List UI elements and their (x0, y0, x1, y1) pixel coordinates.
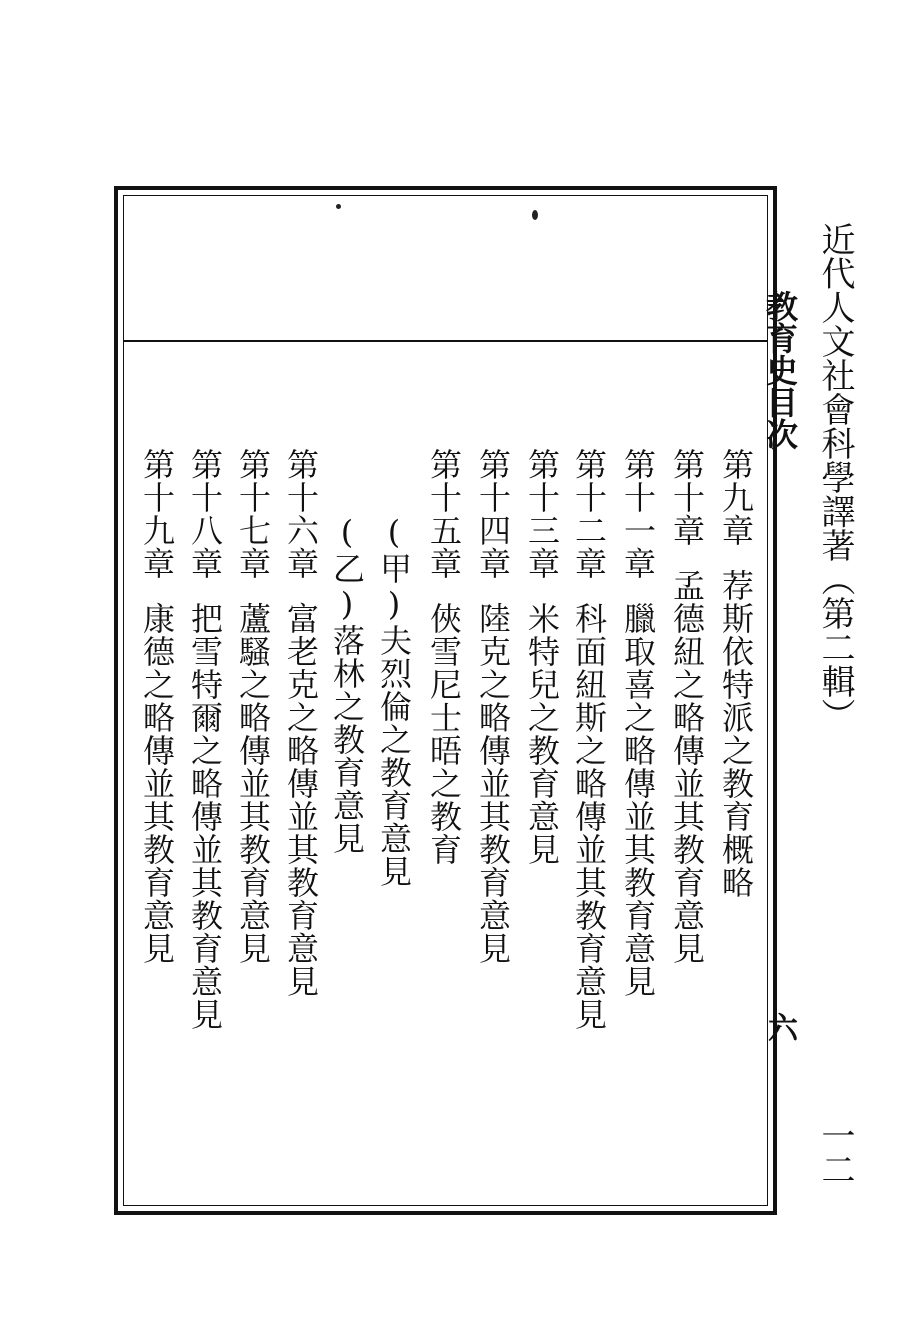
ink-mark (336, 204, 341, 209)
toc-entry (234, 448, 272, 965)
page-number: 一二 (815, 1118, 855, 1186)
toc-entry (570, 448, 608, 1031)
chapter-number: 第十一章 (619, 448, 657, 580)
chapter-title: 荐斯依特派之教育概略 (717, 569, 755, 899)
toc-entry (523, 448, 561, 866)
toc-subsection: (甲)夫烈倫之教育意見 (375, 513, 413, 888)
toc-entry (717, 448, 755, 899)
header-rule (123, 340, 768, 342)
toc-subsection: (乙)落林之教育意見 (328, 513, 366, 855)
chapter-title: 科面紐斯之略傳並其教育意見 (570, 602, 608, 1031)
chapter-title: 把雪特爾之略傳並其教育意見 (186, 602, 224, 1031)
chapter-title: 孟德紐之略傳並其教育意見 (668, 569, 706, 965)
book-title: 教育史目次 (761, 290, 799, 450)
chapter-number: 第十四章 (474, 448, 512, 580)
chapter-number: 第十六章 (282, 448, 320, 580)
toc-entry (425, 448, 463, 866)
toc-entry (282, 448, 320, 998)
ink-mark (532, 210, 538, 220)
chapter-number: 第十三章 (523, 448, 561, 580)
chapter-title: 俠雪尼士晤之教育 (425, 602, 463, 866)
toc-entry (619, 448, 657, 998)
chapter-number: 第十九章 (138, 448, 176, 580)
toc-entry (138, 448, 176, 965)
chapter-title: 陸克之略傳並其教育意見 (474, 602, 512, 965)
toc-entry (474, 448, 512, 965)
toc-entry (668, 448, 706, 965)
chapter-title: 米特兒之教育意見 (523, 602, 561, 866)
chapter-number: 第十八章 (186, 448, 224, 580)
chapter-title: 富老克之略傳並其教育意見 (282, 602, 320, 998)
chapter-number: 第十章 (668, 448, 706, 547)
chapter-number: 第十七章 (234, 448, 272, 580)
chapter-number: 第十五章 (425, 448, 463, 580)
chapter-number: 第九章 (717, 448, 755, 547)
folio-label: 六 (762, 1012, 797, 1042)
toc-entry (186, 448, 224, 1031)
chapter-title: 康德之略傳並其教育意見 (138, 602, 176, 965)
chapter-title: 臘取喜之略傳並其教育意見 (619, 602, 657, 998)
series-title: 近代人文社會科學譯著（第二輯） (815, 222, 855, 732)
chapter-title: 蘆騷之略傳並其教育意見 (234, 602, 272, 965)
chapter-number: 第十二章 (570, 448, 608, 580)
